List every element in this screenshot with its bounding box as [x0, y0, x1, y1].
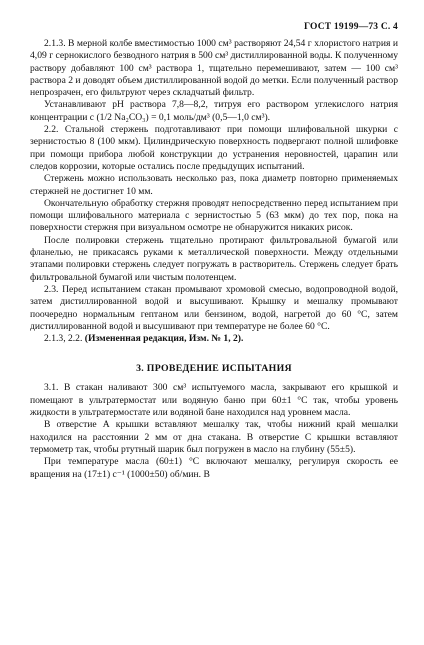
paragraph: 2.2. Стальной стержень подготавливают при помощи шлифовальной шкурки с зернистостью 8 (100 мкм). Цилиндрическую поверхность подвергают полной шлифовке при помощи прибора любой конструкции до устранения неровностей, царапин или следов коррозии, которые остались после предыдущих испытаний.: [30, 124, 398, 172]
document-body: [30, 38, 398, 481]
amendment-prefix: 2.1.3, 2.2.: [44, 333, 85, 345]
paragraph: 3.1. В стакан наливают 300 см³ испытуемого масла, закрывают его крышкой и помещают в ультратермостат или водяную баню при 60±1 °С так, чтобы уровень жидкости в ультратермостате или водяной бане находился над уровнем масла.: [30, 382, 398, 419]
paragraph: При температуре масла (60±1) °С включают мешалку, регулируя скорость ее вращения на (17±1) с⁻¹ (1000±50) об/мин. В: [30, 456, 398, 480]
amendment-note: [30, 333, 398, 345]
paragraph: 2.3. Перед испытанием стакан промывают хромовой смесью, водопроводной водой, затем дистиллированной водой и высушивают. Крышку и мешалку промывают поочередно нормальным гептаном или бензином, водой, нагретой до 60 °С, затем дистиллированной водой и высушивают при температуре не более 60 °С.: [30, 283, 398, 332]
section-heading: 3. ПРОВЕДЕНИЕ ИСПЫТАНИЯ: [136, 363, 292, 375]
paragraph: 2.1.3. В мерной колбе вместимостью 1000 см³ растворяют 24,54 г хлористого натрия и 4,09 г сернокислого безводного натрия в 500 см³ дистиллированной воды. К полученному раствору добавляют 100 см³ раствора 1, тщательно перемешивают, затем — 100 см³ раствора 2 и доводят объем дистиллированной водой до метки. Если полученный раствор непрозрачен, его фильтруют через складчатый фильтр.: [30, 38, 398, 99]
paragraph: После полировки стержень тщательно протирают фильтровальной бумагой или фланелью, не прикасаясь руками к металлической поверхности. Между отдельными этапами полировки стержень следует погружать в растворитель. Стержень следует брать фильтровальной бумагой или чистым полотенцем.: [30, 234, 398, 283]
paragraph: Устанавливают рН раствора 7,8—8,2, титруя его раствором углекислого натрия концентрации c (1/2 Na₂CO₃) = 0,1 моль/дм³ (0,5—1,0 см³).: [30, 99, 398, 123]
amendment-bold: (Измененная редакция, Изм. № 1, 2).: [84, 333, 244, 345]
spacer: [30, 345, 398, 357]
paragraph: В отверстие А крышки вставляют мешалку так, чтобы нижний край мешалки находился на расстоянии 2 мм от дна стакана. В отверстие С крышки вставляют термометр так, чтобы ртутный шарик был погружен в масло на глубину (55±5).: [30, 419, 398, 455]
paragraph: Окончательную обработку стержня проводят непосредственно перед испытанием при помощи шлифовального материала с зернистостью 5 (63 мкм) до тех пор, пока на поверхности стержня при визуальном осмотре не обнаружится никаких рисок.: [30, 197, 398, 234]
paragraph: Стержень можно использовать несколько раз, пока диаметр повторно применяемых стержней не достигнет 10 мм.: [30, 173, 398, 197]
page-header: ГОСТ 19199—73 С. 4: [304, 22, 398, 32]
